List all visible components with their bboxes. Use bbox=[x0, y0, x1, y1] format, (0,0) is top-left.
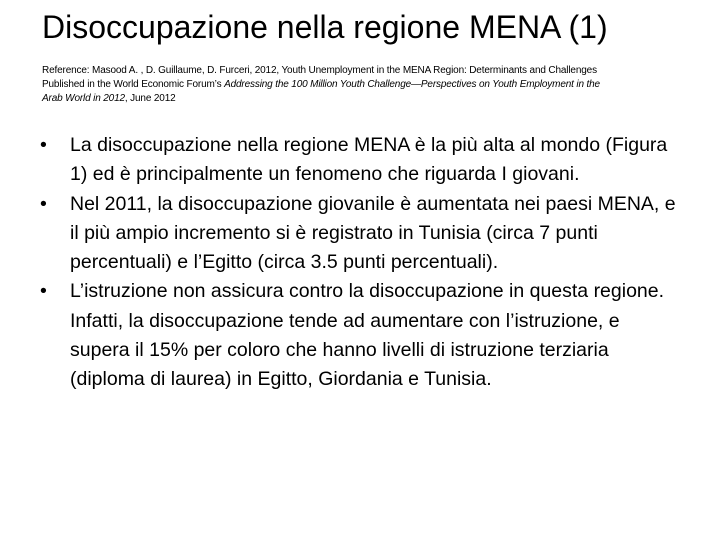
bullet-marker: • bbox=[40, 280, 47, 303]
slide-title: Disoccupazione nella regione MENA (1) bbox=[42, 9, 608, 45]
reference-line-3-suffix: , June 2012 bbox=[124, 93, 176, 104]
bullet-marker: • bbox=[40, 134, 47, 156]
bullet-text: La disoccupazione nella regione MENA è la più alta al mondo (Figura 1) ed è principalmente un fenomeno che riguarda I giovani. bbox=[70, 134, 668, 186]
reference-line-3 bbox=[42, 92, 682, 106]
bullet-item bbox=[28, 131, 678, 190]
reference-line-3-italic: Arab World in 2012 bbox=[42, 93, 125, 104]
reference-line-1: Reference: Masood A. , D. Guillaume, D. Furceri, 2012, Youth Unemployment in the MENA Region: Determinants and Challenges bbox=[42, 65, 597, 76]
bullet-item bbox=[28, 190, 678, 278]
bullet-text: Nel 2011, la disoccupazione giovanile è aumentata nei paesi MENA, e il più ampio incremento si è registrato in Tunisia (circa 7 punti percentuali) e l’Egitto (circa 3.5 punti percentuali). bbox=[70, 192, 676, 274]
bullet-item bbox=[28, 277, 678, 394]
reference-citation bbox=[42, 64, 682, 106]
bullet-list bbox=[28, 131, 678, 395]
reference-line-2 bbox=[42, 78, 682, 92]
reference-line-2-italic: Addressing the 100 Million Youth Challenge—Perspectives on Youth Employment in the bbox=[224, 79, 600, 90]
bullet-text: L’istruzione non assicura contro la disoccupazione in questa regione. Infatti, la disoccupazione tende ad aumentare con l’istruzione, e supera il 15% per coloro che hanno livelli di istruzione terziaria (diploma di laurea) in Egitto, Giordania e Tunisia. bbox=[70, 280, 665, 391]
bullet-marker: • bbox=[40, 192, 47, 215]
reference-line-2-prefix: Published in the World Economic Forum’s bbox=[42, 79, 225, 90]
